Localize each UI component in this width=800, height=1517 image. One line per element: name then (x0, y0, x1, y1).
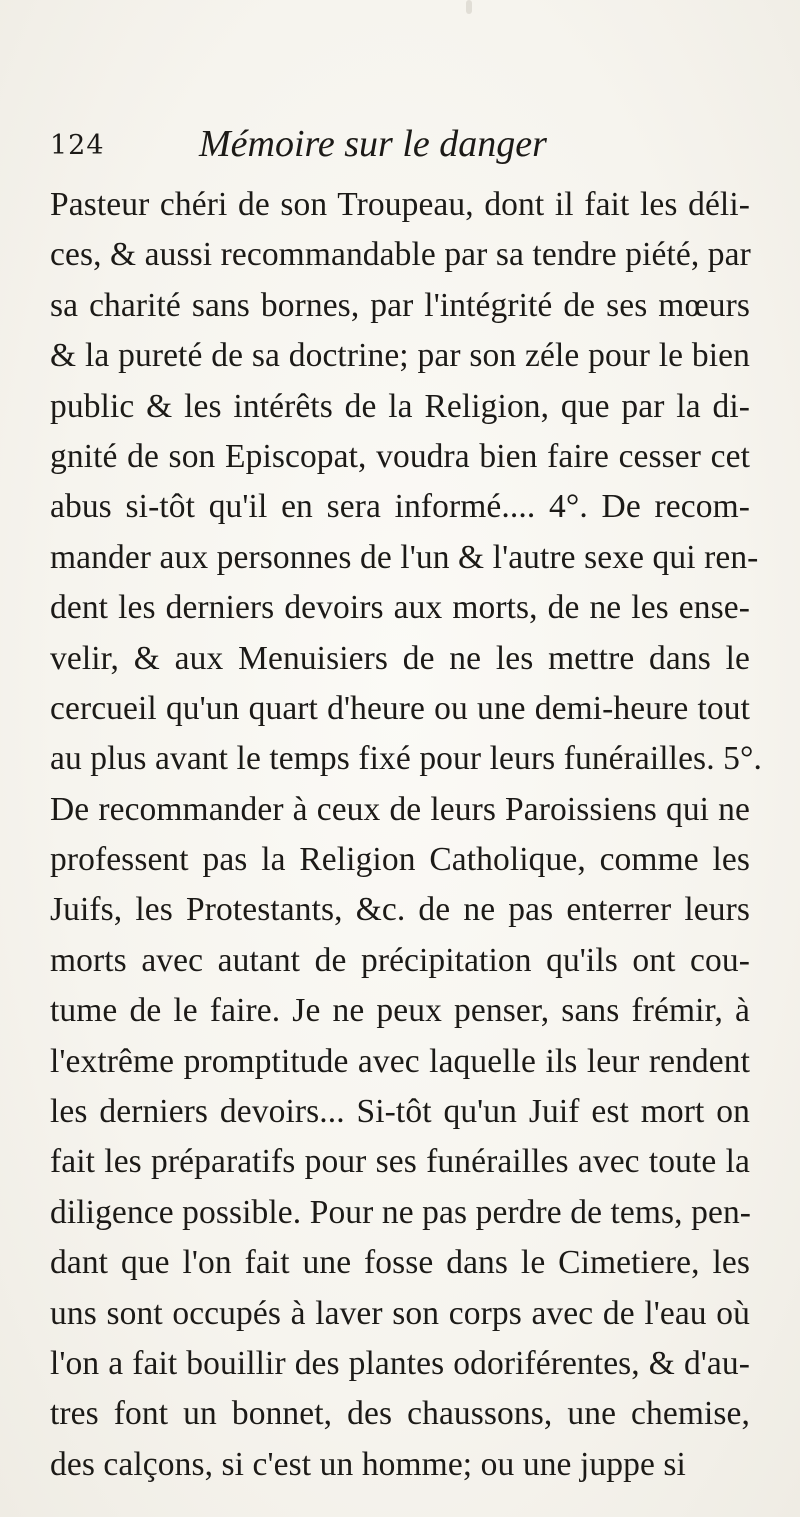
body-text (50, 180, 762, 1490)
text-line: public & les intérêts de la Religion, que par la di- (50, 387, 750, 425)
text-line: tume de le faire. Je ne peux penser, sans frémir, à (50, 992, 750, 1030)
paper-mark (466, 0, 472, 14)
text-line: les derniers devoirs... Si-tôt qu'un Juif est mort on (50, 1093, 750, 1131)
text-line: des calçons, si c'est un homme; ou une juppe si (50, 1445, 686, 1483)
text-line: gnité de son Episcopat, voudra bien faire cesser cet (50, 437, 750, 475)
text-line: l'on a fait bouillir des plantes odoriférentes, & d'au- (50, 1344, 750, 1382)
text-line: De recommander à ceux de leurs Paroissiens qui ne (50, 790, 750, 828)
text-line: fait les préparatifs pour ses funérailles avec toute la (50, 1143, 750, 1181)
text-line: abus si-tôt qu'il en sera informé.... 4°. De recom- (50, 488, 750, 526)
running-head (50, 123, 750, 174)
text-line: mander aux personnes de l'un & l'autre sexe qui ren- (50, 538, 759, 576)
text-line: diligence possible. Pour ne pas perdre de tems, pen- (50, 1193, 752, 1231)
text-line: Juifs, les Protestants, &c. de ne pas enterrer leurs (50, 891, 750, 929)
text-line: morts avec autant de précipitation qu'ils ont cou- (50, 941, 750, 979)
text-line: professent pas la Religion Catholique, comme les (50, 841, 750, 879)
text-line: l'extrême promptitude avec laquelle ils leur rendent (50, 1042, 750, 1080)
text-line: uns sont occupés à laver son corps avec de l'eau où (50, 1294, 750, 1332)
text-line: au plus avant le temps fixé pour leurs funérailles. 5°. (50, 740, 762, 778)
text-line: tres font un bonnet, des chaussons, une chemise, (50, 1395, 750, 1433)
text-line: dant que l'on fait une fosse dans le Cimetiere, les (50, 1244, 750, 1282)
text-line: Pasteur chéri de son Troupeau, dont il fait les déli- (50, 186, 750, 223)
text-line: dent les derniers devoirs aux morts, de ne les ense- (50, 589, 750, 627)
text-line: ces, & aussi recommandable par sa tendre piété, par (50, 236, 751, 274)
text-line: & la pureté de sa doctrine; par son zéle pour le bien (50, 337, 750, 375)
text-line: velir, & aux Menuisiers de ne les mettre dans le (50, 639, 750, 677)
text-line: sa charité sans bornes, par l'intégrité de ses mœurs (50, 286, 750, 324)
running-title: Mémoire sur le danger (199, 123, 547, 165)
text-line: cercueil qu'un quart d'heure ou une demi-heure tout (50, 689, 750, 727)
page-number: 124 (50, 130, 105, 161)
